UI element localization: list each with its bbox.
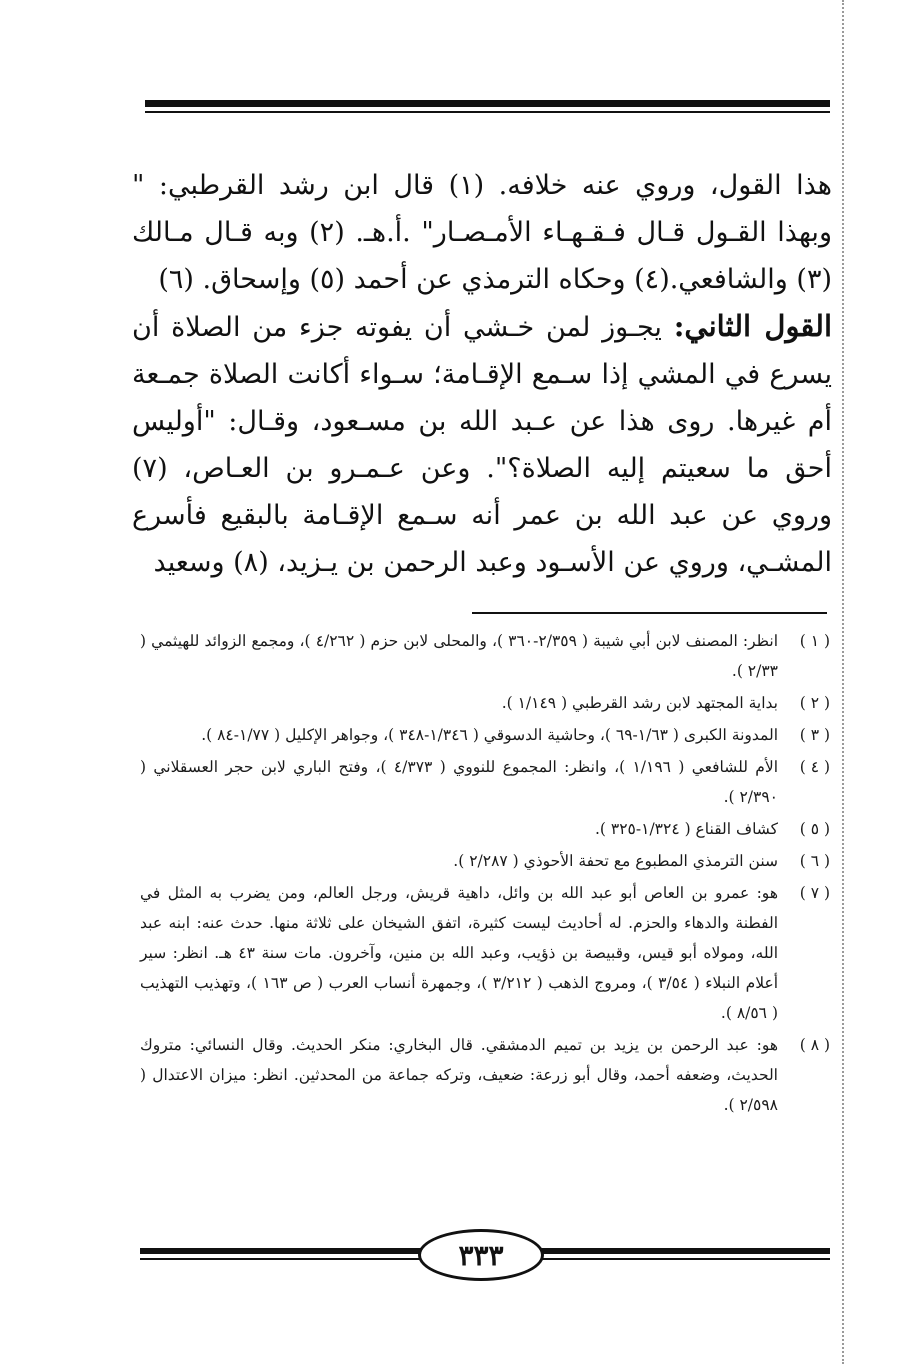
footnote-text: كشاف القناع ( ١/٣٢٤-٣٢٥ ). <box>594 820 778 838</box>
footnote-text: هو: عمرو بن العاص أبو عبد الله بن وائل، داهية قريش، ورجل العالم، ومن يضرب به المثل في الفطنة والدهاء والحزم. له أحاديث ليست كثيرة، اتفق الشيخان على ثلاثة منها. حدث عنه: ابنه عبد الله، ومولاه أبو قيس، وقبيصة بن ذؤيب، وعبد الله بن منين، وآخرون. مات سنة ٤٣ هـ. انظر: سير أعلام النبلاء ( ٣/٥٤ )، ومروج الذهب ( ٣/٢١٢ )، وجمهرة أنساب العرب ( ص ١٦٣ )، وتهذيب التهذيب ( ٨/٥٦ ). <box>140 884 779 1022</box>
header-rule <box>145 100 830 113</box>
main-body-text <box>132 162 832 586</box>
footnotes <box>140 626 830 1122</box>
footnote-7 <box>140 878 830 1028</box>
main-paragraph-2 <box>132 303 832 586</box>
page-number: ٣٣٣ <box>418 1229 544 1281</box>
footnote-number: ( ٤ ) <box>799 758 830 776</box>
footnote-text: انظر: المصنف لابن أبي شيبة ( ٢/٣٥٩-٣٦٠ )، والمحلى لابن حزم ( ٤/٢٦٢ )، ومجمع الزوائد للهيثمي ( ٢/٣٣ ). <box>140 632 778 680</box>
footnote-text: بداية المجتهد لابن رشد القرطبي ( ١/١٤٩ ). <box>501 694 778 712</box>
footnote-text: المدونة الكبرى ( ١/٦٣-٦٩ )، وحاشية الدسوقي ( ١/٣٤٦-٣٤٨ )، وجواهر الإكليل ( ١/٧٧-٨٤ ). <box>201 726 778 744</box>
footnote-5 <box>140 814 830 844</box>
footnote-text: سنن الترمذي المطبوع مع تحفة الأحوذي ( ٢/٢٨٧ ). <box>453 852 778 870</box>
footnote-8 <box>140 1030 830 1120</box>
second-opinion-text: يجـوز لمن خـشي أن يفوته جزء من الصلاة أن يسرع في المشي إذا سـمع الإقـامة؛ سـواء أكانت الصلاة جمـعة أم غيرها. روى هذا عن عـبد الله بن مسـعود، وقـال: "أوليس أحق ما سعيتم إليه الصلاة؟". وعن عـمـرو بن العـاص، (٧) وروي عن عبد الله بن عمر أنه سـمع الإقـامة بالبقيع فأسرع المشـي، وروي عن الأسـود وعبد الرحمن بن يـزيد، (٨) وسعيد <box>132 312 832 578</box>
footnote-number: ( ٢ ) <box>799 694 830 712</box>
main-paragraph-1: هذا القول، وروي عنه خلافه. (١) قال ابن رشد القرطبي: " وبهذا القـول قـال فـقـهـاء الأمـصـار" .أ.هـ. (٢) وبه قـال مـالك (٣) والشافعي.(٤) وحكاه الترمذي عن أحمد (٥) وإسحاق. (٦) <box>132 170 832 295</box>
footnote-number: ( ٨ ) <box>799 1036 830 1054</box>
scan-edge-dots <box>842 0 844 1364</box>
footnote-4 <box>140 752 830 812</box>
footnote-3 <box>140 720 830 750</box>
footnote-number: ( ١ ) <box>799 632 830 650</box>
footnote-text: هو: عبد الرحمن بن يزيد بن تميم الدمشقي. قال البخاري: منكر الحديث. وقال النسائي: متروك الحديث، وضعفه أحمد، وقال أبو زرعة: ضعيف، وتركه جماعة من المحدثين. انظر: ميزان الاعتدال ( ٢/٥٩٨ ). <box>140 1036 778 1114</box>
footnote-number: ( ٧ ) <box>799 884 830 902</box>
footnote-separator <box>472 612 827 614</box>
footnote-number: ( ٥ ) <box>799 820 830 838</box>
footnote-2 <box>140 688 830 718</box>
footnote-number: ( ٦ ) <box>799 852 830 870</box>
second-opinion-heading: القول الثاني: <box>673 309 832 343</box>
footnote-1 <box>140 626 830 686</box>
footnote-6 <box>140 846 830 876</box>
footnote-number: ( ٣ ) <box>799 726 830 744</box>
footnote-text: الأم للشافعي ( ١/١٩٦ )، وانظر: المجموع للنووي ( ٤/٣٧٣ )، وفتح الباري لابن حجر العسقلاني ( ٢/٣٩٠ ). <box>140 758 779 806</box>
